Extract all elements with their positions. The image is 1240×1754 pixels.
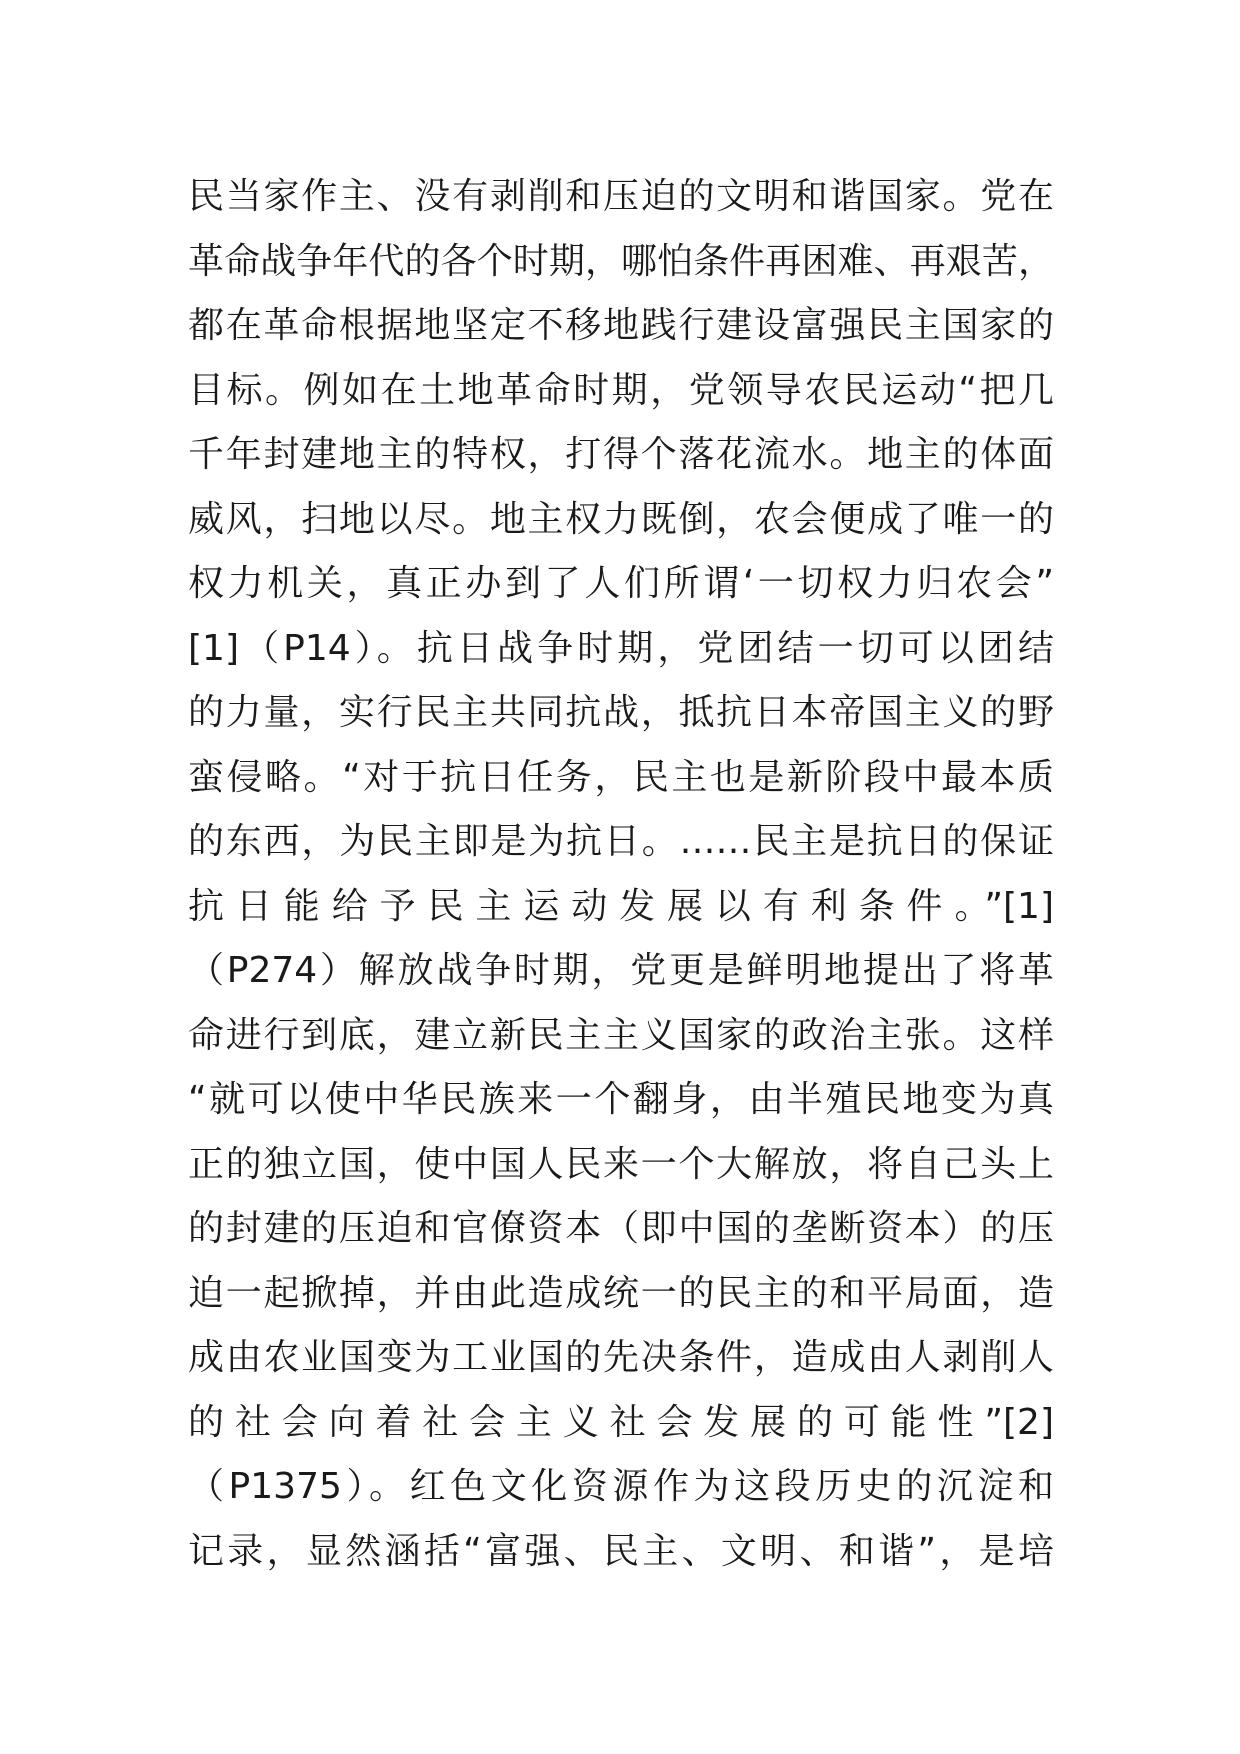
text-line-2: 革命战争年代的各个时期，哪怕条件再困难、再艰苦，	[188, 240, 1054, 282]
text-line-16: 正的独立国，使中国人民来一个大解放，将自己头上	[188, 1143, 1054, 1185]
text-line-4: 目标。例如在土地革命时期，党领导农民运动“把几	[188, 369, 1054, 411]
body-paragraph	[188, 165, 1054, 1584]
text-line-22: 记录，显然涵括“富强、民主、文明、和谐”，是培	[188, 1530, 1054, 1572]
text-line-17: 的封建的压迫和官僚资本（即中国的垄断资本）的压	[188, 1208, 1054, 1249]
text-line-12: 抗日能给予民主运动发展以有利条件。”[1]	[188, 885, 1054, 927]
text-line-10: 蛮侵略。“对于抗日任务，民主也是新阶段中最本质	[188, 756, 1054, 798]
text-line-18: 迫一起掀掉，并由此造成统一的民主的和平局面，造	[188, 1272, 1054, 1314]
text-line-3: 都在革命根据地坚定不移地践行建设富强民主国家的	[188, 305, 1054, 346]
text-line-1: 民当家作主、没有剥削和压迫的文明和谐国家。党在	[188, 176, 1054, 217]
text-line-19: 成由农业国变为工业国的先决条件，造成由人剥削人	[188, 1337, 1054, 1378]
text-line-8: [1]（P14）。抗日战争时期，党团结一切可以团结	[188, 627, 1054, 669]
text-line-13: （P274）解放战争时期，党更是鲜明地提出了将革	[188, 950, 1054, 991]
text-line-6: 威风，扫地以尽。地主权力既倒，农会便成了唯一的	[188, 498, 1054, 540]
text-line-14: 命进行到底，建立新民主主义国家的政治主张。这样	[188, 1014, 1054, 1056]
text-line-7: 权力机关，真正办到了人们所谓‘一切权力归农会”	[188, 563, 1054, 604]
text-line-11: 的东西，为民主即是为抗日。……民主是抗日的保证	[188, 821, 1054, 862]
text-line-21: （P1375）。红色文化资源作为这段历史的沉淀和	[188, 1466, 1054, 1507]
text-line-15: “就可以使中华民族来一个翻身，由半殖民地变为真	[188, 1079, 1054, 1120]
text-line-5: 千年封建地主的特权，打得个落花流水。地主的体面	[188, 434, 1054, 475]
text-line-20: 的社会向着社会主义社会发展的可能性”[2]	[188, 1401, 1054, 1443]
text-line-9: 的力量，实行民主共同抗战，抵抗日本帝国主义的野	[188, 692, 1054, 733]
